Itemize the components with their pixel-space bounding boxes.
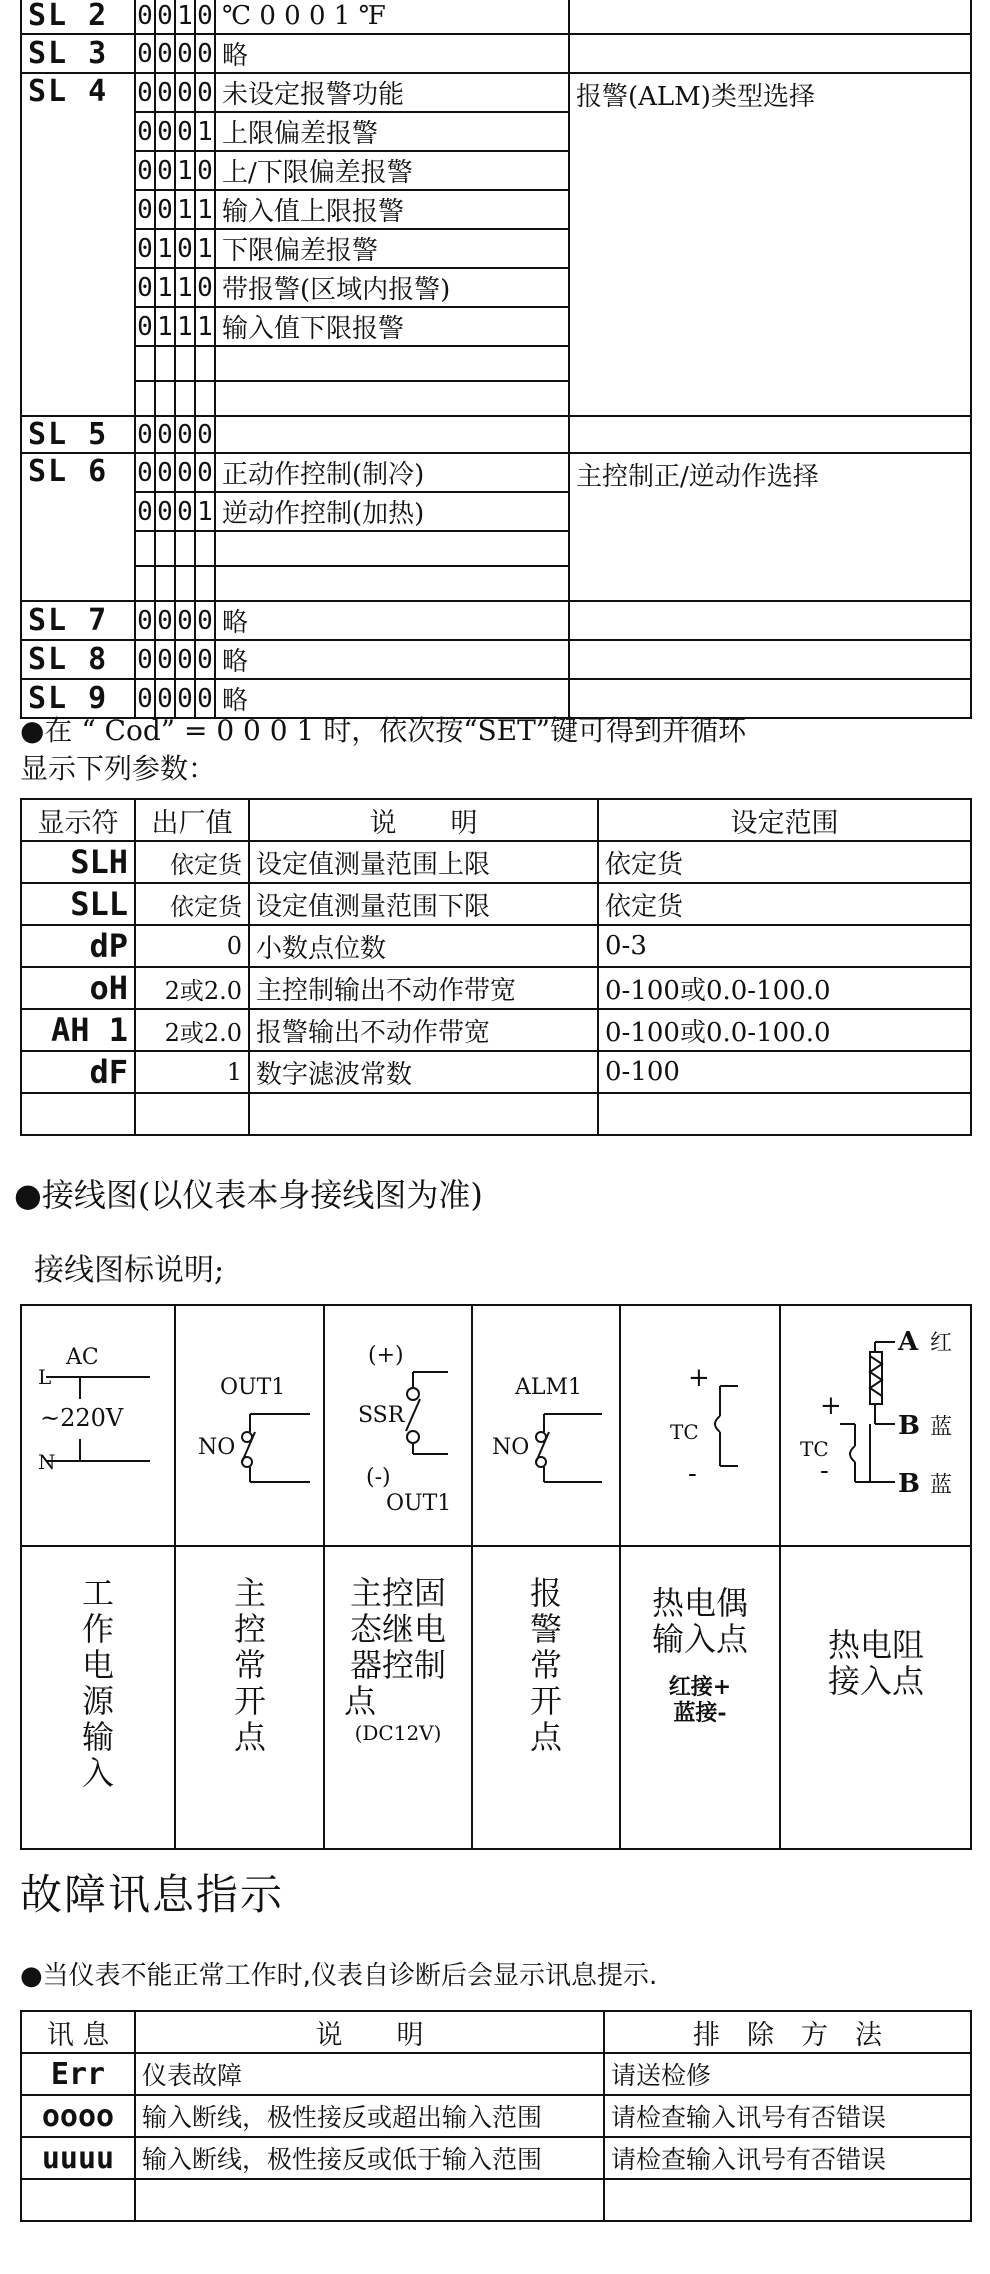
bit: 0 [195,34,215,73]
bit: 1 [195,190,215,229]
bit: 0 [175,601,195,640]
param-range: 依定货 [598,841,971,883]
caption-char: 报 [529,1574,563,1612]
bit: 1 [195,112,215,151]
bit: 0 [135,151,155,190]
caption-char: 控 [233,1610,267,1648]
sl-code: SL 7 [21,601,135,640]
tc-plus-label: + [688,1363,710,1393]
bit: 0 [135,453,155,492]
sl-code: SL 6 [21,453,135,601]
rtd-red-label: 红 [930,1331,953,1356]
param-code: dP [21,925,135,967]
bit: 0 [195,416,215,453]
bit: 1 [155,229,175,268]
caption-line: 点 [343,1682,377,1720]
col-header: 设定范围 [598,799,971,841]
l-label: L [38,1365,52,1389]
bit: 0 [175,112,195,151]
fault-fix: 请送检修 [604,2053,971,2095]
bit: 0 [155,640,175,679]
sl-desc: 略 [215,640,569,679]
bit: 0 [195,268,215,307]
rtd-plus-label: + [820,1391,842,1421]
fault-desc: 输入断线，极性接反或低于输入范围 [135,2137,604,2179]
param-desc: 数字滤波常数 [249,1051,598,1093]
ac-label: AC [66,1345,99,1370]
caption-line: 器控制 [349,1646,447,1684]
param-code: oH [21,967,135,1009]
sl-desc: 上/下限偏差报警 [215,151,569,190]
fault-desc: 输入断线，极性接反或超出输入范围 [135,2095,604,2137]
sl-desc: 逆动作控制(加热) [215,492,569,531]
bit: 0 [175,34,195,73]
sl-desc: ℃ 0 0 0 1 ℉ [215,0,569,34]
bit: 0 [135,268,155,307]
param-range: 0-100或0.0-100.0 [598,967,971,1009]
rtd-symbol [800,1327,952,1499]
param-table [20,798,972,1136]
param-default: 2或2.0 [135,1009,249,1051]
bit: 0 [155,492,175,531]
bit: 0 [135,601,155,640]
bit: 0 [135,492,155,531]
wiring-captions [82,1574,925,1792]
fault-table [20,2010,972,2222]
table-row [21,1009,971,1051]
ssr-output-symbol [358,1343,451,1516]
bit: 0 [195,0,215,34]
caption-char: 开 [529,1682,563,1720]
param-desc: 小数点位数 [249,925,598,967]
sl-desc: 正动作控制(制冷) [215,453,569,492]
param-default: 依定货 [135,841,249,883]
fault-code: uuuu [21,2137,135,2179]
col-header: 显示符 [21,799,135,841]
param-default: 1 [135,1051,249,1093]
param-desc: 设定值测量范围上限 [249,841,598,883]
alm1-label: ALM1 [515,1375,583,1400]
bit: 0 [195,73,215,112]
bit: 0 [135,190,155,229]
table-row [21,841,971,883]
sl-desc: 输入值上限报警 [215,190,569,229]
caption-char: 警 [529,1610,563,1648]
sl-note [569,416,971,453]
sl-note: 报警(ALM)类型选择 [569,73,971,416]
caption-line: 接入点 [827,1662,925,1700]
bit: 0 [135,307,155,346]
caption-char: 点 [233,1718,267,1756]
sl-desc [215,416,569,453]
no-label: NO [198,1435,236,1460]
main-no-contact-symbol [198,1375,310,1482]
sl-desc: 略 [215,679,569,718]
n-label: N [38,1450,56,1474]
bit: 1 [175,268,195,307]
power-input-symbol [38,1345,150,1474]
table-row [21,2095,971,2137]
cod-note-line1: ●在 “ Cod” = 0 0 0 1 时，依次按“SET”键可得到并循环 [20,714,747,747]
sl-desc: 带报警(区域内报警) [215,268,569,307]
table-row [21,453,971,492]
param-range: 0-100 [598,1051,971,1093]
bit: 0 [155,453,175,492]
cod-note [20,712,746,788]
bit: 0 [155,151,175,190]
param-default: 2或2.0 [135,967,249,1009]
caption-sub: (DC12V) [354,1721,442,1745]
fault-note: ●当仪表不能正常工作时,仪表自诊断后会显示讯息提示. [20,1961,658,1991]
bit: 0 [135,0,155,34]
param-default: 0 [135,925,249,967]
table-row [21,967,971,1009]
caption-sub: 红接+ [668,1674,732,1700]
caption-line: 主控固 [349,1574,447,1612]
wiring-diagram [20,1304,972,1854]
voltage-label: ~220V [40,1404,124,1432]
bit: 0 [175,640,195,679]
bit: 0 [155,34,175,73]
table-row [21,883,971,925]
table-row [21,73,971,112]
table-row [21,601,971,640]
bit: 0 [135,73,155,112]
bit: 0 [195,151,215,190]
table-row [21,1051,971,1093]
param-range: 依定货 [598,883,971,925]
bit: 0 [195,679,215,718]
tc-minus-label: - [688,1459,697,1489]
sl-code: SL 2 [21,0,135,34]
bit: 0 [175,492,195,531]
param-default: 依定货 [135,883,249,925]
bit: 0 [155,73,175,112]
bit: 0 [155,416,175,453]
table-header-row [21,799,971,841]
param-code: dF [21,1051,135,1093]
table-row [21,2053,971,2095]
bit: 1 [175,190,195,229]
sl-settings-table [20,0,972,719]
col-header: 排 除 方 法 [604,2011,971,2053]
caption-char: 常 [233,1646,267,1684]
bit: 0 [195,640,215,679]
caption-char: 工 [81,1574,115,1612]
param-desc: 主控制输出不动作带宽 [249,967,598,1009]
thermocouple-symbol [670,1363,738,1489]
table-row [21,0,971,34]
param-desc: 设定值测量范围下限 [249,883,598,925]
rtd-b1-label: B [898,1411,920,1441]
rtd-tc-label: TC [800,1437,829,1461]
fault-fix: 请检查输入讯号有否错误 [604,2095,971,2137]
sl-note [569,0,971,34]
bit: 0 [175,73,195,112]
bit: 0 [175,679,195,718]
bit: 0 [175,416,195,453]
fault-desc: 仪表故障 [135,2053,604,2095]
bit: 0 [135,679,155,718]
rtd-blue2-label: 蓝 [930,1473,953,1498]
col-header: 说 明 [249,799,598,841]
caption-line: 态继电 [349,1610,447,1648]
caption-char: 常 [529,1646,563,1684]
bit: 1 [175,0,195,34]
sl-code: SL 9 [21,679,135,718]
alarm-no-label: NO [492,1435,530,1460]
bit: 0 [155,112,175,151]
bit: 0 [195,453,215,492]
ssr-out1-label: OUT1 [386,1491,452,1516]
alarm-no-contact-symbol [492,1375,602,1482]
out1-label: OUT1 [220,1375,286,1400]
bit: 1 [175,307,195,346]
table-row [21,925,971,967]
sl-note [569,601,971,640]
sl-desc: 略 [215,601,569,640]
rtd-a-label: A [898,1327,919,1357]
fault-title: 故障讯息指示 [20,1870,285,1919]
ssr-minus-label: (-) [366,1465,391,1490]
bit: 1 [195,229,215,268]
caption-line: 热电偶 [651,1584,749,1622]
sl-desc: 上限偏差报警 [215,112,569,151]
caption-line: 输入点 [651,1620,749,1658]
bit: 1 [175,151,195,190]
sl-desc: 输入值下限报警 [215,307,569,346]
caption-char: 电 [81,1646,115,1684]
bit: 0 [195,601,215,640]
bit: 1 [155,307,175,346]
bit: 0 [135,34,155,73]
caption-char: 源 [81,1682,115,1720]
rtd-b2-label: B [898,1469,920,1499]
table-row [21,640,971,679]
sl-desc: 略 [215,34,569,73]
caption-char: 开 [233,1682,267,1720]
table-row [21,34,971,73]
bit: 1 [195,307,215,346]
wiring-legend-title: 接线图标说明; [34,1253,225,1288]
fault-fix: 请检查输入讯号有否错误 [604,2137,971,2179]
sl-code: SL 5 [21,416,135,453]
sl-code: SL 3 [21,34,135,73]
sl-desc: 下限偏差报警 [215,229,569,268]
bit: 0 [155,601,175,640]
col-header: 出厂值 [135,799,249,841]
table-row [21,2179,971,2221]
param-range: 0-3 [598,925,971,967]
table-row [21,2137,971,2179]
bit: 0 [135,229,155,268]
sl-note [569,34,971,73]
col-header: 讯 息 [21,2011,135,2053]
caption-char: 点 [529,1718,563,1756]
bit: 0 [135,416,155,453]
cod-note-line2: 显示下列参数： [20,752,217,785]
bit: 1 [195,492,215,531]
caption-char: 输 [81,1718,115,1756]
rtd-minus-label: - [820,1456,829,1486]
rtd-blue1-label: 蓝 [930,1415,953,1440]
ssr-plus-label: (+) [368,1343,404,1368]
bit: 0 [155,679,175,718]
bit: 0 [155,0,175,34]
tc-label: TC [670,1420,699,1444]
bit: 1 [155,268,175,307]
table-row [21,1093,971,1135]
bit: 0 [135,112,155,151]
sl-desc: 未设定报警功能 [215,73,569,112]
sl-note [569,640,971,679]
bit: 0 [175,453,195,492]
ssr-label: SSR [358,1403,405,1428]
col-header: 说 明 [135,2011,604,2053]
param-code: SLH [21,841,135,883]
caption-line: 热电阻 [827,1626,925,1664]
fault-code: Err [21,2053,135,2095]
sl-note: 主控制正/逆动作选择 [569,453,971,601]
param-code: AH 1 [21,1009,135,1051]
param-range: 0-100或0.0-100.0 [598,1009,971,1051]
fault-code: oooo [21,2095,135,2137]
wiring-title: ●接线图(以仪表本身接线图为准) [14,1176,483,1214]
caption-char: 入 [81,1754,115,1792]
caption-char: 主 [233,1574,267,1612]
bit: 0 [155,190,175,229]
table-row [21,416,971,453]
param-desc: 报警输出不动作带宽 [249,1009,598,1051]
caption-sub: 蓝接- [673,1700,727,1726]
bit: 0 [135,640,155,679]
sl-code: SL 8 [21,640,135,679]
param-code: SLL [21,883,135,925]
table-header-row [21,2011,971,2053]
bit: 0 [175,229,195,268]
caption-char: 作 [81,1610,115,1648]
sl-code: SL 4 [21,73,135,416]
